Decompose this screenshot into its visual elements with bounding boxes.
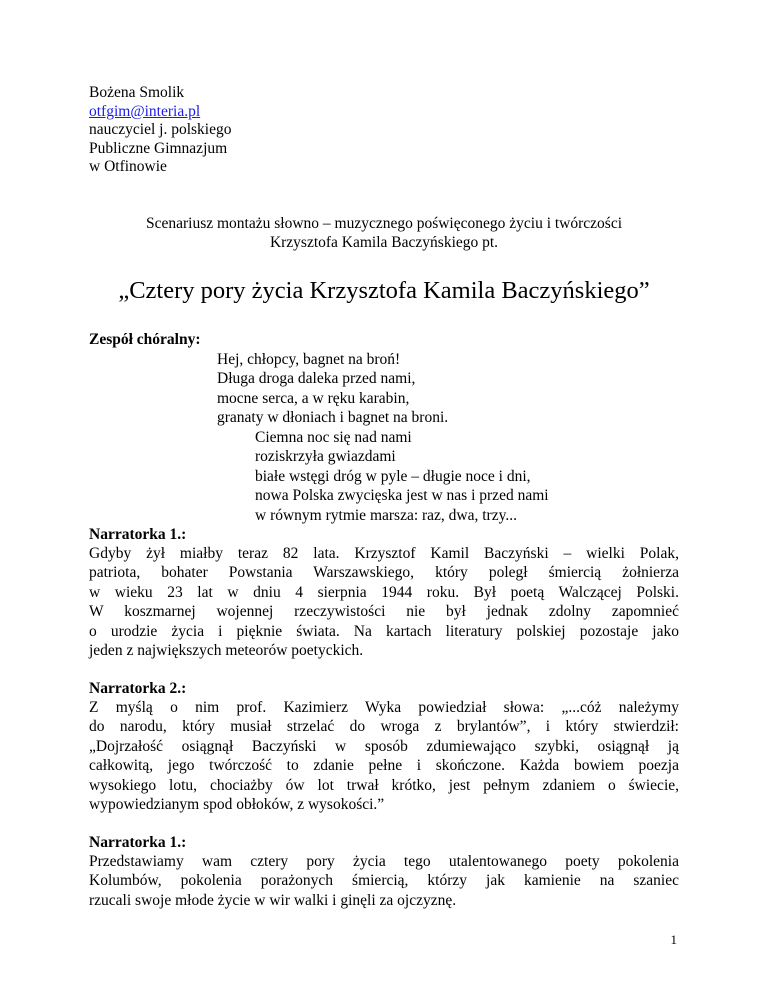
author-school: Publiczne Gimnazjum (89, 139, 228, 157)
paragraph-line: całkowitą, jego twórczość to zdanie pełne i skończone. Każda bowiem poezja (89, 757, 679, 775)
author-town: w Otfinowie (89, 158, 167, 175)
intro-line-2: Krzysztofa Kamila Baczyńskiego pt. (269, 234, 499, 251)
paragraph-line: Gdyby żył miałby teraz 82 lata. Krzysztof Kamil Baczyński – wielki Polak, (89, 545, 679, 562)
author-email-link[interactable]: otfgim@interia.pl (89, 102, 201, 120)
intro-line-1: Scenariusz montażu słowno – muzycznego poświęconego życiu i twórczości (145, 215, 623, 232)
verse-line: granaty w dłoniach i bagnet na broni. (217, 409, 449, 427)
paragraph-line: Kolumbów, pokolenia porażonych śmiercią, którzy jak kamienie na szaniec (89, 872, 679, 890)
paragraph-line: w wieku 23 lat w dniu 4 sierpnia 1944 roku. Był poetą Walczącej Polski. (89, 583, 679, 601)
paragraph-line: patriota, bohater Powstania Warszawskiego, który poległ śmiercią żołnierza (89, 564, 679, 582)
narrator-paragraph (89, 698, 679, 814)
narrator-label: Narratorka 2.: (89, 680, 187, 697)
narrator-paragraph (89, 852, 679, 910)
author-name: Bożena Smolik (89, 84, 185, 101)
paragraph-line: wypowiedzianym spod obłoków, z wysokości.” (89, 796, 385, 814)
verse-line: Długa droga daleka przed nami, (217, 370, 416, 388)
paragraph-line: rzucali swoje młode życie w wir walki i ginęli za ojczyznę. (89, 891, 457, 909)
paragraph-line: „Dojrzałość osiągnął Baczyński w sposób zdumiewająco szybki, osiągnął ją (89, 737, 679, 755)
choir-stanza-2 (255, 428, 549, 525)
narrator-label: Narratorka 1.: (89, 834, 187, 851)
paragraph-line: wysokiego lotu, chociażby ów lot trwał krótko, jest pełnym zdaniem o świecie, (89, 776, 679, 794)
verse-line: nowa Polska zwycięska jest w nas i przed nami (255, 487, 549, 505)
paragraph-line: W koszmarnej wojennej rzeczywistości nie był jednak zdolny zapomnieć (89, 603, 679, 621)
author-role: nauczyciel j. polskiego (89, 121, 232, 138)
document-title: „Cztery pory życia Krzysztofa Kamila Baczyńskiego” (118, 277, 650, 304)
verse-line: mocne serca, a w ręku karabin, (217, 389, 410, 407)
paragraph-line: o urodzie życia i pięknie świata. Na kartach literatury polskiej pozostaje jako (89, 622, 679, 640)
choir-label: Zespół chóralny: (89, 331, 201, 348)
verse-line: Hej, chłopcy, bagnet na broń! (217, 351, 401, 368)
page-number: 1 (670, 932, 677, 947)
author-block (89, 84, 231, 177)
narrator-paragraph (89, 544, 679, 660)
verse-line: roziskrzyła gwiazdami (255, 448, 396, 466)
verse-line: białe wstęgi dróg w pyle – długie noce i dni, (255, 467, 531, 485)
scenario-intro (60, 214, 708, 252)
verse-line: Ciemna noc się nad nami (255, 429, 412, 446)
choir-stanza-1 (217, 350, 448, 428)
verse-line: w równym rytmie marsza: raz, dwa, trzy... (255, 506, 517, 524)
paragraph-line: Z myślą o nim prof. Kazimierz Wyka powiedział słowa: „...cóż należymy (89, 699, 679, 716)
paragraph-line: Przedstawiamy wam cztery pory życia tego utalentowanego poety pokolenia (89, 853, 679, 870)
paragraph-line: do narodu, który musiał strzelać do wroga z brylantów”, i który stwierdził: (89, 718, 679, 736)
narrator-label: Narratorka 1.: (89, 526, 187, 543)
paragraph-line: jeden z największych meteorów poetyckich. (89, 642, 364, 660)
